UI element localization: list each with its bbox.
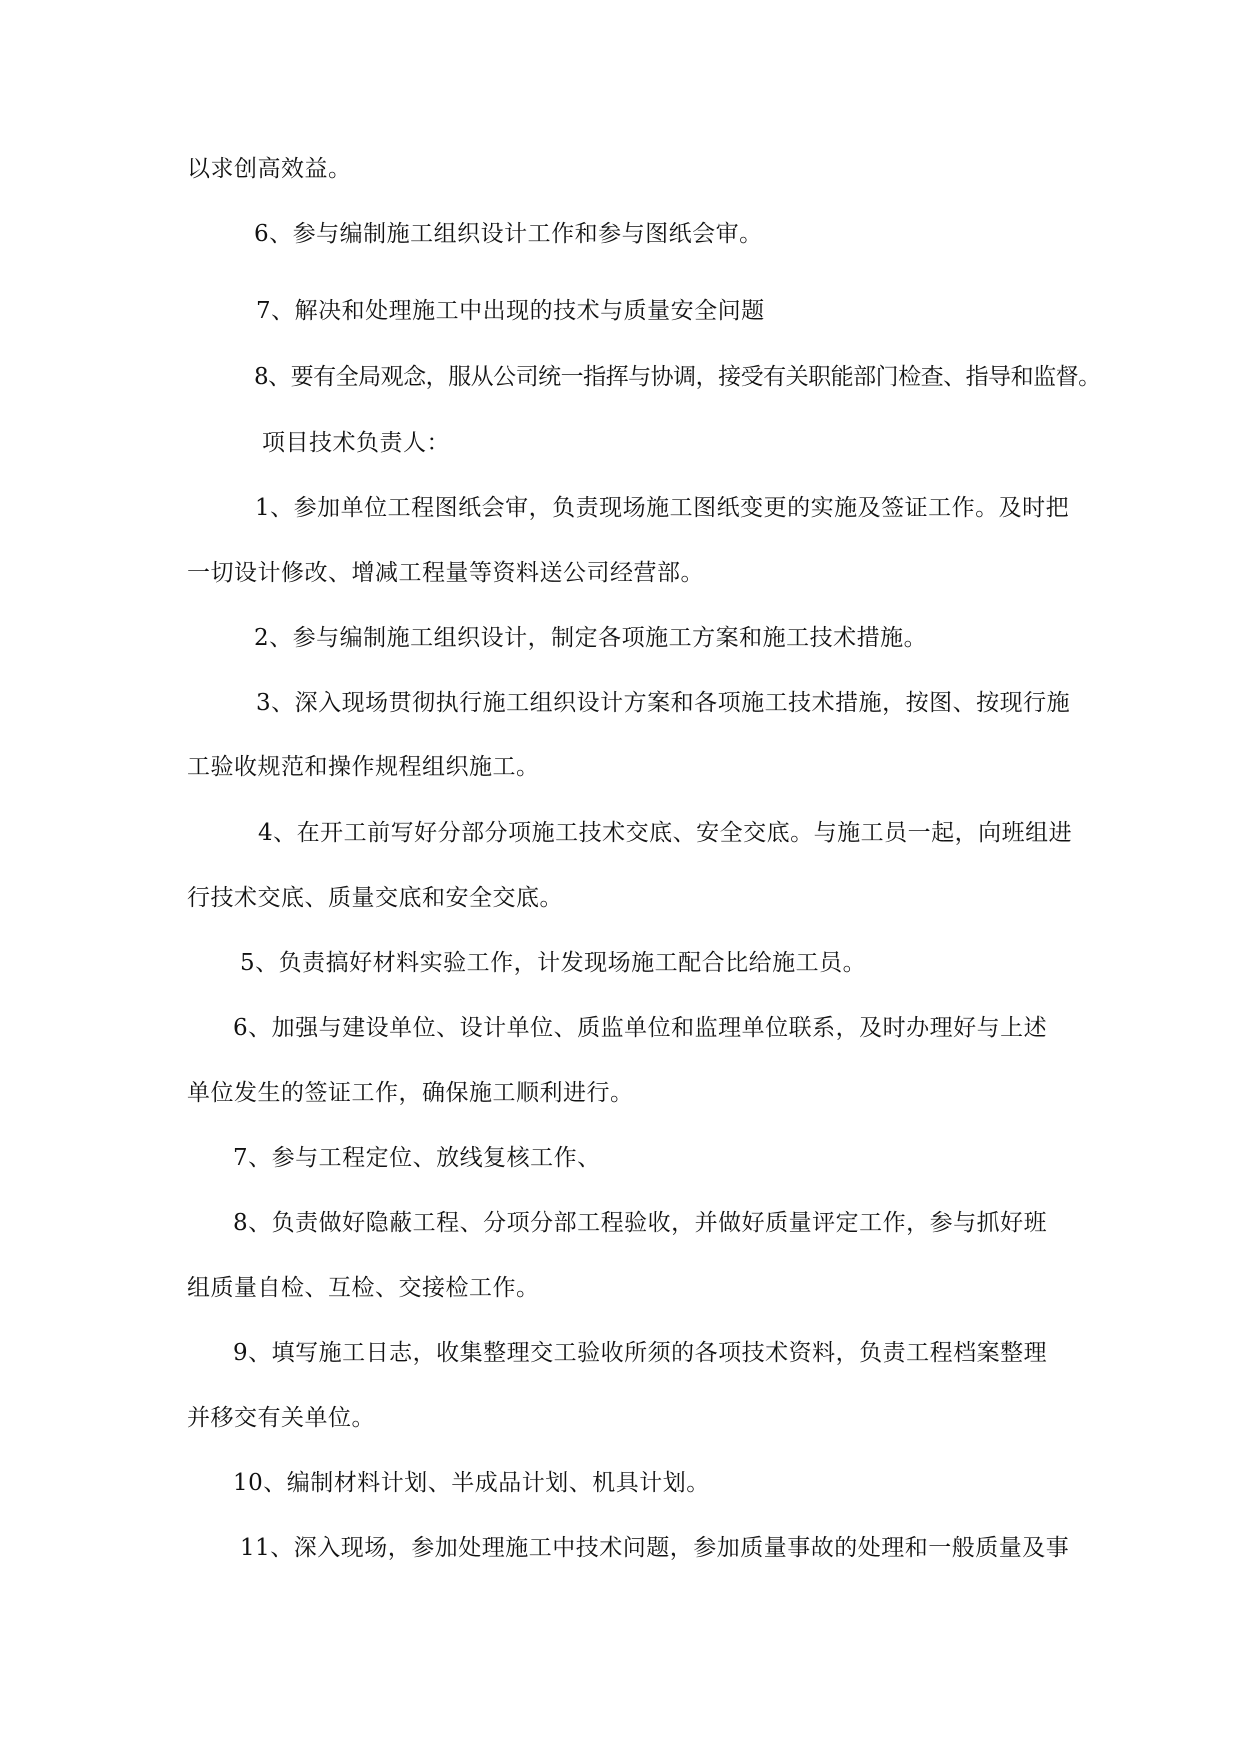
text-line: 7、参与工程定位、放线复核工作、 [233, 1145, 601, 1171]
text-line: 并移交有关单位。 [187, 1405, 375, 1431]
text-line: 1、参加单位工程图纸会审，负责现场施工图纸变更的实施及签证工作。及时把 [255, 495, 1070, 521]
section-heading: 项目技术负责人： [262, 430, 450, 456]
text-line: 9、填写施工日志，收集整理交工验收所须的各项技术资料，负责工程档案整理 [233, 1340, 1048, 1366]
text-line: 工验收规范和操作规程组织施工。 [187, 754, 540, 780]
text-line: 10、编制材料计划、半成品计划、机具计划。 [233, 1470, 710, 1496]
text-line: 行技术交底、质量交底和安全交底。 [187, 885, 563, 911]
text-line: 组质量自检、互检、交接检工作。 [187, 1275, 540, 1301]
text-line: 5、负责搞好材料实验工作，计发现场施工配合比给施工员。 [240, 950, 867, 976]
text-line: 8、要有全局观念，服从公司统一指挥与协调，接受有关职能部门检查、指导和监督。 [254, 364, 1101, 390]
text-line: 3、深入现场贯彻执行施工组织设计方案和各项施工技术措施，按图、按现行施 [256, 690, 1071, 716]
text-line: 6、参与编制施工组织设计工作和参与图纸会审。 [254, 221, 763, 247]
text-line: 4、在开工前写好分部分项施工技术交底、安全交底。与施工员一起，向班组进 [258, 820, 1073, 846]
text-line: 7、解决和处理施工中出现的技术与质量安全问题 [256, 298, 765, 324]
text-line: 11、深入现场，参加处理施工中技术问题，参加质量事故的处理和一般质量及事 [240, 1535, 1070, 1561]
text-line: 以求创高效益。 [187, 156, 352, 182]
text-line: 2、参与编制施工组织设计，制定各项施工方案和施工技术措施。 [254, 625, 928, 651]
text-line: 一切设计修改、增减工程量等资料送公司经营部。 [187, 560, 704, 586]
text-line: 8、负责做好隐蔽工程、分项分部工程验收，并做好质量评定工作，参与抓好班 [233, 1210, 1048, 1236]
text-line: 6、加强与建设单位、设计单位、质监单位和监理单位联系，及时办理好与上述 [233, 1015, 1048, 1041]
text-line: 单位发生的签证工作，确保施工顺利进行。 [187, 1080, 634, 1106]
